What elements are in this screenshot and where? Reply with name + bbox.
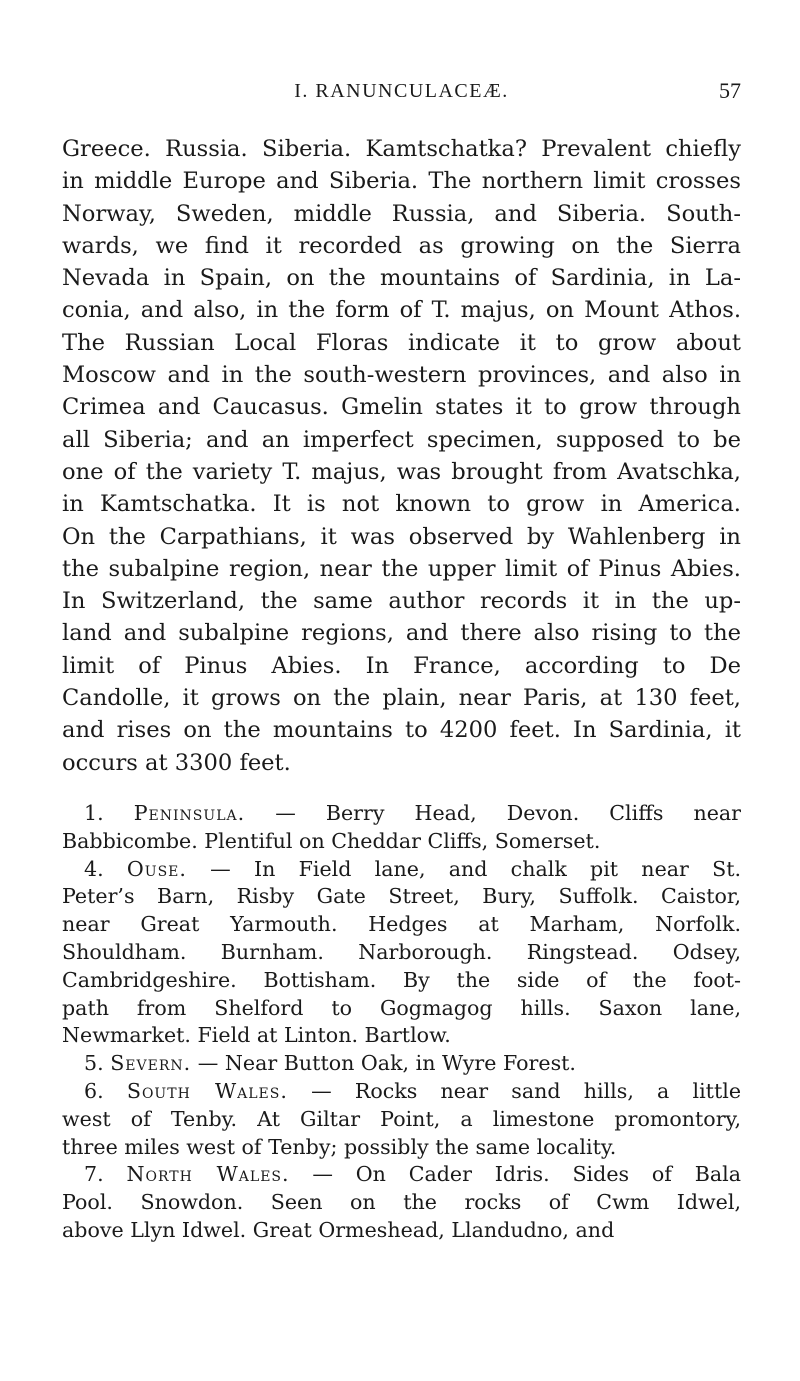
text-line: In Switzerland, the same author records it in the up-	[62, 588, 741, 615]
record-region: South Wales.	[126, 1078, 288, 1103]
text-line: Greece. Russia. Siberia. Kamtschatka? Prevalent chiefly	[62, 136, 741, 162]
record-text: — In Field lane, and chalk pit near St.	[210, 856, 742, 881]
record-region: North Wales.	[126, 1162, 290, 1187]
text-line: Pool. Snowdon. Seen on the rocks of Cwm Idwel,	[62, 1190, 741, 1215]
record-number: 4.	[84, 856, 104, 881]
record-first-line	[62, 1078, 741, 1106]
text-line: Nevada in Spain, on the mountains of Sardinia, in La-	[62, 265, 741, 292]
text-line: occurs at 3300 feet.	[62, 749, 291, 776]
record-number: 7.	[84, 1162, 104, 1187]
text-line: Crimea and Caucasus. Gmelin states it to grow through	[62, 394, 741, 421]
body-text	[62, 133, 741, 1245]
main-paragraph	[62, 133, 741, 779]
text-line: west of Tenby. At Giltar Point, a limestone promontory,	[62, 1106, 741, 1131]
record-first-line	[62, 800, 741, 828]
text-line: Norway, Sweden, middle Russia, and Siberia. South-	[62, 200, 741, 227]
record-text: — On Cader Idris. Sides of Bala	[312, 1162, 741, 1187]
records-list	[62, 800, 741, 1245]
text-line: On the Carpathians, it was observed by Wahlenberg in	[62, 523, 741, 550]
text-line: path from Shelford to Gogmagog hills. Saxon lane,	[62, 995, 741, 1020]
text-line: Peter’s Barn, Risby Gate Street, Bury, Suffolk. Caistor,	[62, 884, 741, 909]
record-first-line	[62, 1161, 741, 1189]
record-region: Peninsula.	[133, 800, 246, 825]
text-line: one of the variety T. majus, was brought from Avatschka,	[62, 458, 741, 485]
text-line: conia, and also, in the form of T. majus, on Mount Athos.	[62, 297, 741, 324]
text-line: above Llyn Idwel. Great Ormeshead, Llandudno, and	[62, 1217, 615, 1242]
record-entry	[62, 856, 741, 1051]
record-text: — Near Button Oak, in Wyre Forest.	[197, 1051, 576, 1076]
text-line: all Siberia; and an imperfect specimen, supposed to be	[62, 426, 741, 453]
record-number: 6.	[84, 1078, 104, 1103]
record-region: Severn.	[110, 1051, 192, 1076]
record-entry	[62, 1078, 741, 1161]
record-entry	[62, 1050, 741, 1078]
text-line: wards, we find it recorded as growing on the Sierra	[62, 232, 741, 259]
record-first-line	[62, 1050, 741, 1078]
record-number: 5.	[84, 1051, 104, 1076]
text-line: Candolle, it grows on the plain, near Paris, at 130 feet,	[62, 685, 741, 712]
text-line: Newmarket. Field at Linton. Bartlow.	[62, 1023, 451, 1048]
record-text: — Rocks near sand hills, a little	[311, 1078, 742, 1103]
text-line: and rises on the mountains to 4200 feet. In Sardinia, it	[62, 717, 741, 744]
text-line: limit of Pinus Abies. In France, according to De	[62, 652, 741, 679]
text-line: Shouldham. Burnham. Narborough. Ringstead. Odsey,	[62, 939, 741, 964]
text-line: Babbicombe. Plentiful on Cheddar Cliffs, Somerset.	[62, 828, 601, 853]
record-entry	[62, 800, 741, 856]
record-region: Ouse.	[126, 856, 187, 881]
text-line: land and subalpine regions, and there also rising to the	[62, 620, 741, 647]
page-number: 57	[719, 78, 741, 103]
record-first-line	[62, 856, 741, 884]
text-line: near Great Yarmouth. Hedges at Marham, Norfolk.	[62, 912, 741, 937]
record-number: 1.	[84, 800, 104, 825]
text-line: Cambridgeshire. Bottisham. By the side of the foot-	[62, 967, 741, 992]
text-line: three miles west of Tenby; possibly the same locality.	[62, 1134, 617, 1159]
text-line: in Kamtschatka. It is not known to grow in America.	[62, 491, 741, 518]
record-entry	[62, 1161, 741, 1244]
text-line: The Russian Local Floras indicate it to grow about	[62, 329, 741, 356]
text-line: the subalpine region, near the upper limit of Pinus Abies.	[62, 555, 741, 582]
text-line: in middle Europe and Siberia. The northern limit crosses	[62, 168, 741, 195]
running-head	[62, 76, 741, 106]
text-line: Moscow and in the south-western provinces, and also in	[62, 362, 741, 389]
running-title: I. RANUNCULACEÆ.	[294, 80, 509, 102]
record-text: — Berry Head, Devon. Cliffs near	[275, 800, 742, 825]
